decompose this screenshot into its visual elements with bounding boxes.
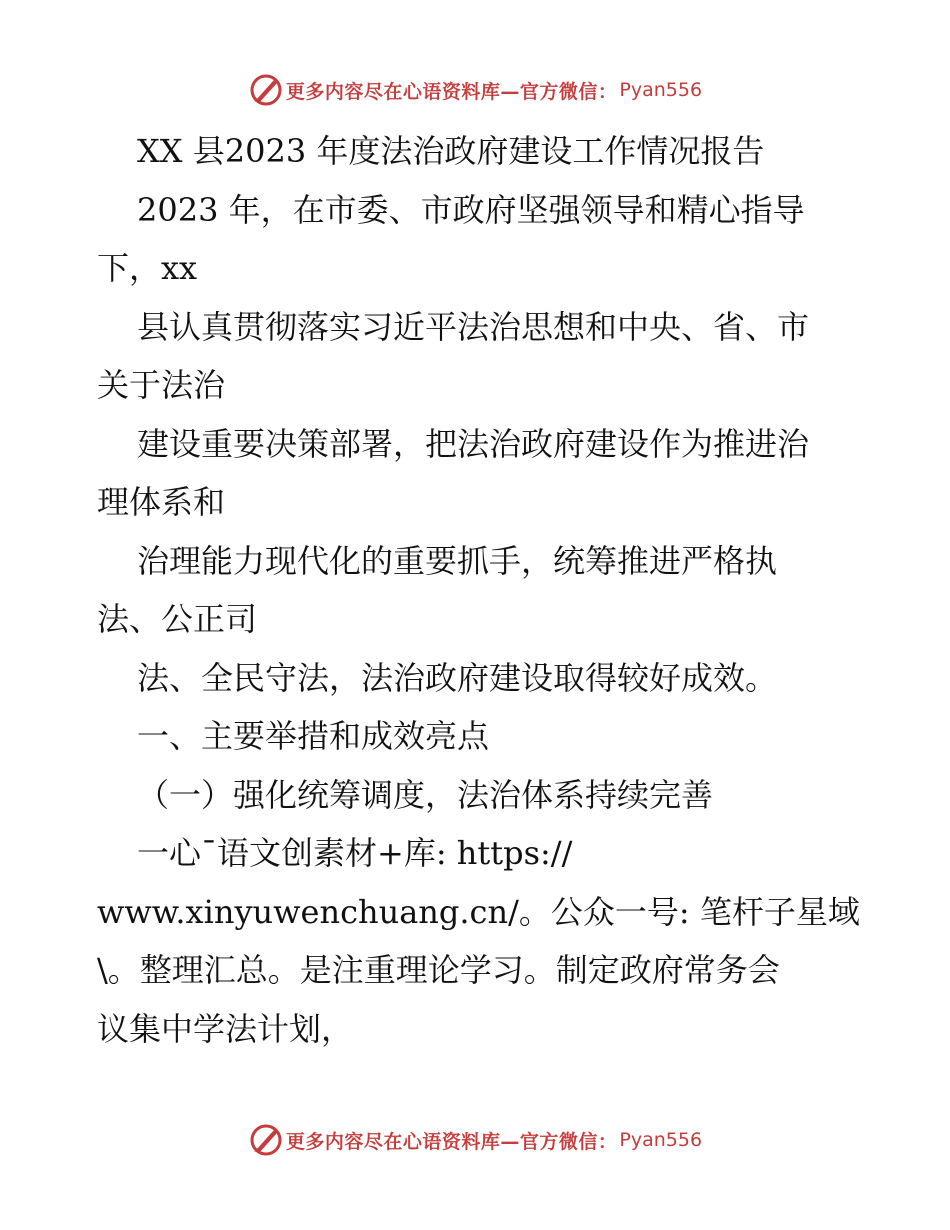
subsection-heading: （一）强化统筹调度，法治体系持续完善 (137, 775, 714, 814)
paragraph-line: 下，xx (97, 249, 198, 287)
paragraph-line: www.xinyuwenchuang.cn/。公众一号: 笔杆子星域 (97, 892, 860, 931)
paragraph-line: 议集中学法计划， (97, 1009, 354, 1048)
paragraph-line: 2023 年，在市委、市政府坚强领导和精心指导 (137, 190, 805, 229)
paragraph-line: 法、公正司 (97, 600, 258, 638)
header-banner (0, 70, 950, 110)
paragraph-line: 法、全民守法，法治政府建设取得较好成效。 (137, 658, 778, 697)
section-heading: 一、主要举措和成效亮点 (137, 717, 490, 755)
paragraph-line: 一心¯语文创素材+库: https:// (137, 834, 573, 872)
paragraph-line: 理体系和 (97, 483, 226, 521)
footer-banner (0, 1120, 950, 1160)
header-banner-text: 更多内容尽在心语资料库—官方微信： (285, 80, 618, 103)
paragraph-line: \。整理汇总。是注重理论学习。制定政府常务会 (97, 951, 780, 989)
pen-seal-logo-icon (248, 1122, 284, 1158)
paragraph-line: 关于法治 (97, 366, 226, 404)
document-body (97, 122, 867, 1058)
pen-seal-logo-icon (248, 72, 284, 108)
header-wechat-id: Pyan556 (619, 79, 703, 101)
paragraph-line: 治理能力现代化的重要抓手，统筹推进严格执 (137, 541, 778, 580)
footer-banner-text: 更多内容尽在心语资料库—官方微信： (285, 1130, 618, 1153)
document-title: XX 县2023 年度法治政府建设工作情况报告 (137, 132, 765, 170)
paragraph-line: 县认真贯彻落实习近平法治思想和中央、省、市 (137, 307, 810, 346)
paragraph-line: 建设重要决策部署，把法治政府建设作为推进治 (137, 424, 810, 463)
footer-wechat-id: Pyan556 (619, 1129, 703, 1151)
